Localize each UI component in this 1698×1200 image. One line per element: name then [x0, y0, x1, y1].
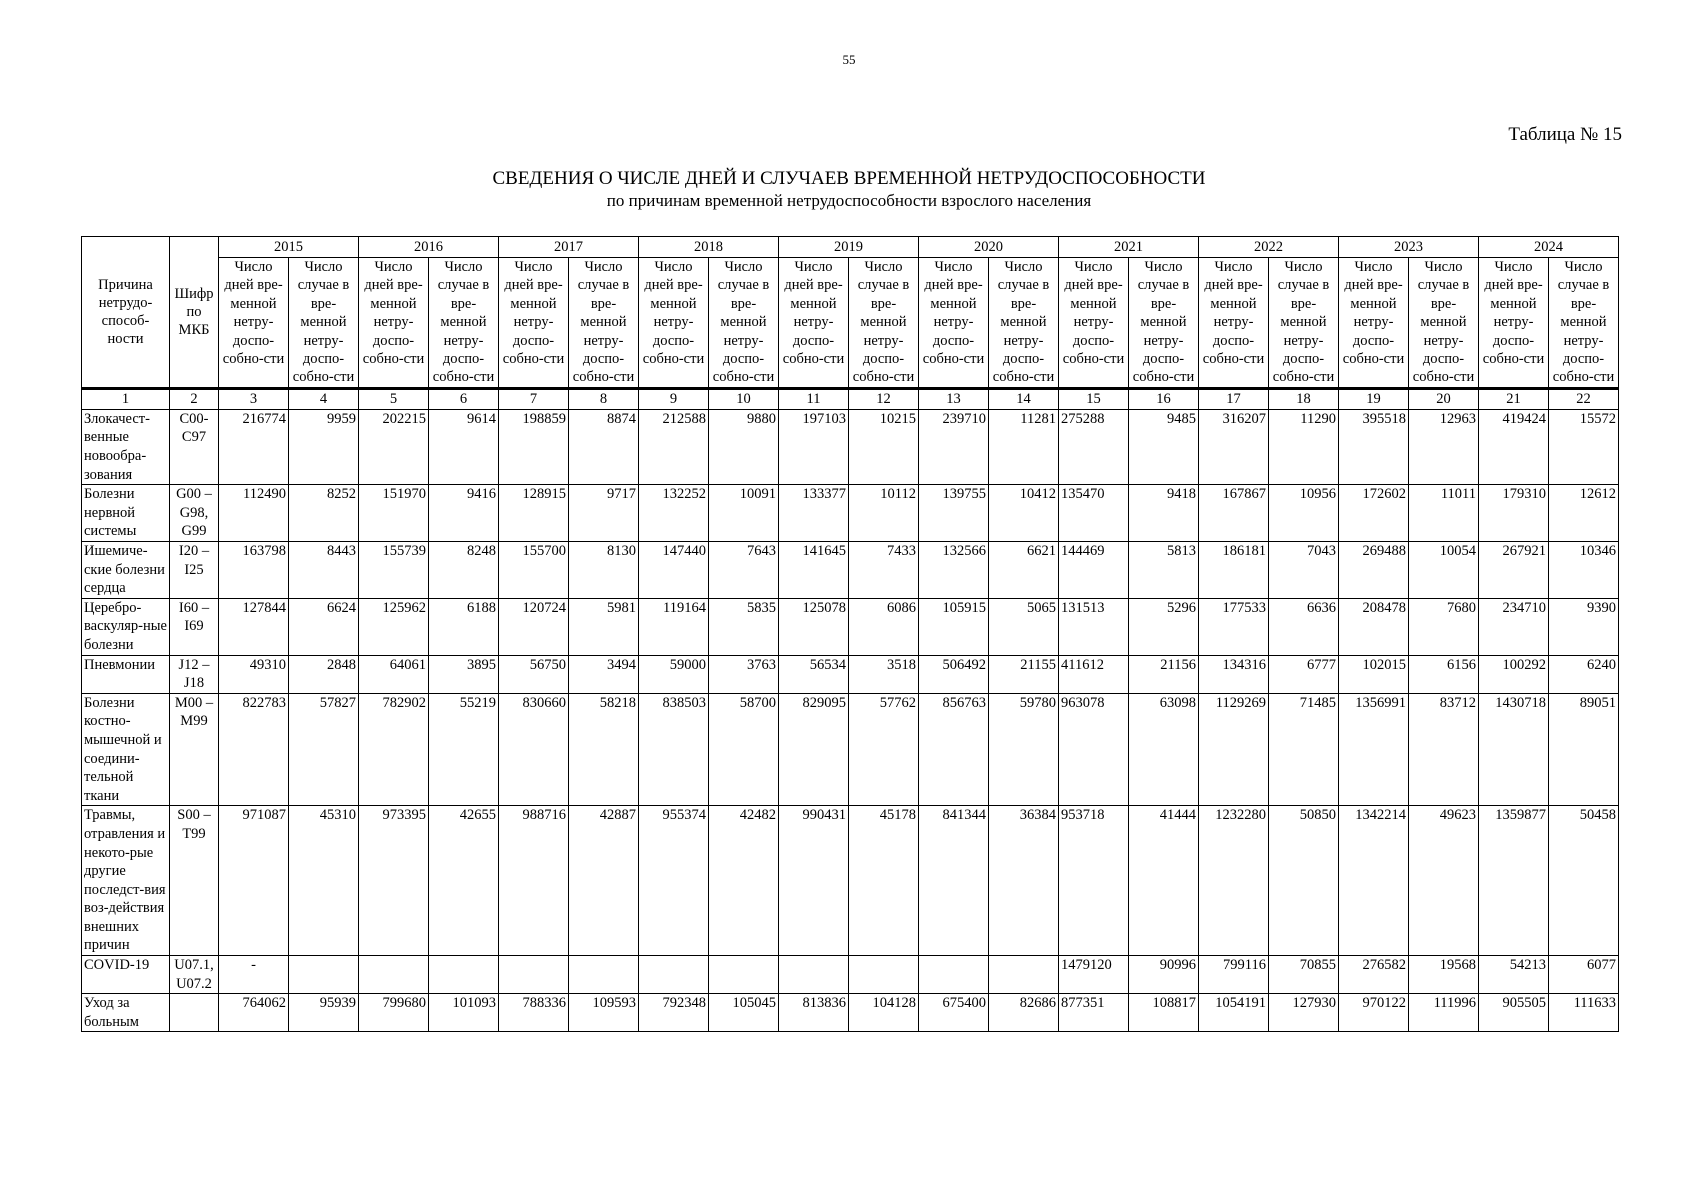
- days-value-cell: 1359877: [1479, 806, 1549, 956]
- header-days: Число дней вре-менной нетру-доспо-собно-сти: [499, 258, 569, 389]
- cases-value-cell: 8874: [569, 409, 639, 484]
- days-value-cell: 167867: [1199, 485, 1269, 542]
- cases-value-cell: 6077: [1549, 956, 1619, 994]
- cases-value-cell: 55219: [429, 693, 499, 806]
- cases-value-cell: [569, 956, 639, 994]
- cases-value-cell: 15572: [1549, 409, 1619, 484]
- header-days: Число дней вре-менной нетру-доспо-собно-сти: [779, 258, 849, 389]
- header-days: Число дней вре-менной нетру-доспо-собно-сти: [1199, 258, 1269, 389]
- header-days: Число дней вре-менной нетру-доспо-собно-сти: [1339, 258, 1409, 389]
- days-value-cell: 155700: [499, 542, 569, 599]
- icd-code-cell: I20 – I25: [170, 542, 219, 599]
- cases-value-cell: 45310: [289, 806, 359, 956]
- days-value-cell: 971087: [219, 806, 289, 956]
- days-value-cell: 970122: [1339, 994, 1409, 1032]
- cases-value-cell: 6240: [1549, 655, 1619, 693]
- cases-value-cell: 3763: [709, 655, 779, 693]
- days-value-cell: 133377: [779, 485, 849, 542]
- cases-value-cell: 63098: [1129, 693, 1199, 806]
- days-value-cell: 120724: [499, 598, 569, 655]
- cases-value-cell: 10956: [1269, 485, 1339, 542]
- cases-value-cell: 21156: [1129, 655, 1199, 693]
- cases-value-cell: 42482: [709, 806, 779, 956]
- header-year: 2019: [779, 237, 919, 258]
- cases-value-cell: 42887: [569, 806, 639, 956]
- cases-value-cell: 36384: [989, 806, 1059, 956]
- cases-value-cell: 50458: [1549, 806, 1619, 956]
- cases-value-cell: 3518: [849, 655, 919, 693]
- cases-value-cell: 10412: [989, 485, 1059, 542]
- column-number: 1: [82, 388, 170, 409]
- cases-value-cell: 8443: [289, 542, 359, 599]
- days-value-cell: 100292: [1479, 655, 1549, 693]
- column-number: 3: [219, 388, 289, 409]
- days-value-cell: 988716: [499, 806, 569, 956]
- cases-value-cell: 6777: [1269, 655, 1339, 693]
- days-value-cell: 1430718: [1479, 693, 1549, 806]
- days-value-cell: 411612: [1059, 655, 1129, 693]
- cases-value-cell: 71485: [1269, 693, 1339, 806]
- cases-value-cell: 6156: [1409, 655, 1479, 693]
- days-value-cell: 990431: [779, 806, 849, 956]
- column-number: 15: [1059, 388, 1129, 409]
- cases-value-cell: 95939: [289, 994, 359, 1032]
- days-value-cell: 105915: [919, 598, 989, 655]
- header-cases: Число случае в вре-менной нетру-доспо-собно-сти: [429, 258, 499, 389]
- days-value-cell: 131513: [1059, 598, 1129, 655]
- icd-code-cell: I60 – I69: [170, 598, 219, 655]
- cases-value-cell: 83712: [1409, 693, 1479, 806]
- header-cases: Число случае в вре-менной нетру-доспо-собно-сти: [1269, 258, 1339, 389]
- days-value-cell: [359, 956, 429, 994]
- cases-value-cell: 11290: [1269, 409, 1339, 484]
- column-number: 12: [849, 388, 919, 409]
- days-value-cell: 799680: [359, 994, 429, 1032]
- days-value-cell: 782902: [359, 693, 429, 806]
- table-row: [82, 542, 1619, 599]
- cases-value-cell: [989, 956, 1059, 994]
- days-value-cell: 275288: [1059, 409, 1129, 484]
- header-cases: Число случае в вре-менной нетру-доспо-собно-сти: [709, 258, 779, 389]
- days-value-cell: 56750: [499, 655, 569, 693]
- days-value-cell: 267921: [1479, 542, 1549, 599]
- days-value-cell: 841344: [919, 806, 989, 956]
- cases-value-cell: 7643: [709, 542, 779, 599]
- table-number: Таблица № 15: [1508, 124, 1622, 145]
- days-value-cell: 506492: [919, 655, 989, 693]
- days-value-cell: 877351: [1059, 994, 1129, 1032]
- icd-code-cell: G00 – G98, G99: [170, 485, 219, 542]
- cases-value-cell: 90996: [1129, 956, 1199, 994]
- days-value-cell: 856763: [919, 693, 989, 806]
- cases-value-cell: 58700: [709, 693, 779, 806]
- days-value-cell: 269488: [1339, 542, 1409, 599]
- cases-value-cell: 10215: [849, 409, 919, 484]
- days-value-cell: 134316: [1199, 655, 1269, 693]
- column-number: 16: [1129, 388, 1199, 409]
- days-value-cell: 799116: [1199, 956, 1269, 994]
- days-value-cell: 675400: [919, 994, 989, 1032]
- days-value-cell: 316207: [1199, 409, 1269, 484]
- days-value-cell: 239710: [919, 409, 989, 484]
- cases-value-cell: 9717: [569, 485, 639, 542]
- cases-value-cell: 8248: [429, 542, 499, 599]
- header-cases: Число случае в вре-менной нетру-доспо-собно-сти: [289, 258, 359, 389]
- cases-value-cell: 42655: [429, 806, 499, 956]
- cause-cell: Болезни костно-мышечной и соедини-тельной ткани: [82, 693, 170, 806]
- cases-value-cell: 6621: [989, 542, 1059, 599]
- cases-value-cell: 10091: [709, 485, 779, 542]
- cases-value-cell: 3494: [569, 655, 639, 693]
- header-days: Число дней вре-менной нетру-доспо-собно-сти: [1059, 258, 1129, 389]
- cases-value-cell: 10054: [1409, 542, 1479, 599]
- cases-value-cell: 59780: [989, 693, 1059, 806]
- cases-value-cell: 58218: [569, 693, 639, 806]
- icd-code-cell: S00 – T99: [170, 806, 219, 956]
- column-number: 7: [499, 388, 569, 409]
- cases-value-cell: 49623: [1409, 806, 1479, 956]
- days-value-cell: 102015: [1339, 655, 1409, 693]
- table-row: [82, 693, 1619, 806]
- header-year: 2016: [359, 237, 499, 258]
- days-value-cell: 197103: [779, 409, 849, 484]
- header-year: 2018: [639, 237, 779, 258]
- cases-value-cell: [429, 956, 499, 994]
- column-number: 9: [639, 388, 709, 409]
- cases-value-cell: 9880: [709, 409, 779, 484]
- icd-code-cell: J12 – J18: [170, 655, 219, 693]
- header-cause: Причина нетрудо-способ-ности: [82, 237, 170, 389]
- cases-value-cell: 9614: [429, 409, 499, 484]
- column-number: 5: [359, 388, 429, 409]
- table-row: [82, 598, 1619, 655]
- days-value-cell: 212588: [639, 409, 709, 484]
- icd-code-cell: U07.1, U07.2: [170, 956, 219, 994]
- cases-value-cell: 50850: [1269, 806, 1339, 956]
- header-year: 2015: [219, 237, 359, 258]
- cases-value-cell: 9418: [1129, 485, 1199, 542]
- days-value-cell: 186181: [1199, 542, 1269, 599]
- cases-value-cell: [709, 956, 779, 994]
- cause-cell: Злокачест-венные новообра-зования: [82, 409, 170, 484]
- cases-value-cell: [849, 956, 919, 994]
- days-value-cell: 132252: [639, 485, 709, 542]
- cases-value-cell: 9485: [1129, 409, 1199, 484]
- days-value-cell: 963078: [1059, 693, 1129, 806]
- year-header-row: [82, 237, 1619, 258]
- cause-cell: Церебро-васкуляр-ные болезни: [82, 598, 170, 655]
- page-number: 55: [842, 52, 856, 67]
- days-value-cell: 208478: [1339, 598, 1409, 655]
- days-value-cell: [779, 956, 849, 994]
- cases-value-cell: 11281: [989, 409, 1059, 484]
- days-value-cell: 54213: [1479, 956, 1549, 994]
- days-value-cell: 125962: [359, 598, 429, 655]
- table-row: [82, 655, 1619, 693]
- cases-value-cell: 5296: [1129, 598, 1199, 655]
- table-row: [82, 994, 1619, 1032]
- days-value-cell: 139755: [919, 485, 989, 542]
- cases-value-cell: 111996: [1409, 994, 1479, 1032]
- days-value-cell: 822783: [219, 693, 289, 806]
- cases-value-cell: 6636: [1269, 598, 1339, 655]
- column-number: 4: [289, 388, 359, 409]
- cases-value-cell: 5981: [569, 598, 639, 655]
- header-cases: Число случае в вре-менной нетру-доспо-собно-сти: [989, 258, 1059, 389]
- cases-value-cell: 57762: [849, 693, 919, 806]
- column-number: 2: [170, 388, 219, 409]
- table-row: [82, 485, 1619, 542]
- days-value-cell: 792348: [639, 994, 709, 1032]
- days-value-cell: 234710: [1479, 598, 1549, 655]
- days-value-cell: 112490: [219, 485, 289, 542]
- cases-value-cell: 105045: [709, 994, 779, 1032]
- cases-value-cell: 5835: [709, 598, 779, 655]
- days-value-cell: 1479120: [1059, 956, 1129, 994]
- icd-code-cell: C00-C97: [170, 409, 219, 484]
- days-value-cell: 829095: [779, 693, 849, 806]
- header-days: Число дней вре-менной нетру-доспо-собно-сти: [219, 258, 289, 389]
- cases-value-cell: 7680: [1409, 598, 1479, 655]
- days-value-cell: 64061: [359, 655, 429, 693]
- header-year: 2020: [919, 237, 1059, 258]
- days-value-cell: 813836: [779, 994, 849, 1032]
- icd-code-cell: [170, 994, 219, 1032]
- cases-value-cell: [289, 956, 359, 994]
- days-value-cell: 163798: [219, 542, 289, 599]
- days-value-cell: 1054191: [1199, 994, 1269, 1032]
- table-subtitle: по причинам временной нетрудоспособности взрослого населения: [606, 191, 1092, 210]
- days-value-cell: 764062: [219, 994, 289, 1032]
- days-value-cell: 127844: [219, 598, 289, 655]
- cases-value-cell: 19568: [1409, 956, 1479, 994]
- cases-value-cell: 21155: [989, 655, 1059, 693]
- days-value-cell: 395518: [1339, 409, 1409, 484]
- days-value-cell: 49310: [219, 655, 289, 693]
- icd-code-cell: M00 – M99: [170, 693, 219, 806]
- cause-cell: Болезни нервной системы: [82, 485, 170, 542]
- days-value-cell: 147440: [639, 542, 709, 599]
- cases-value-cell: 9390: [1549, 598, 1619, 655]
- days-value-cell: 151970: [359, 485, 429, 542]
- days-value-cell: 216774: [219, 409, 289, 484]
- days-value-cell: 177533: [1199, 598, 1269, 655]
- cases-value-cell: 89051: [1549, 693, 1619, 806]
- days-value-cell: 141645: [779, 542, 849, 599]
- days-value-cell: 955374: [639, 806, 709, 956]
- cases-value-cell: 45178: [849, 806, 919, 956]
- column-number: 14: [989, 388, 1059, 409]
- table-title: СВЕДЕНИЯ О ЧИСЛЕ ДНЕЙ И СЛУЧАЕВ ВРЕМЕННОЙ НЕТРУДОСПОСОБНОСТИ: [492, 168, 1206, 189]
- header-days: Число дней вре-менной нетру-доспо-собно-сти: [919, 258, 989, 389]
- days-value-cell: 144469: [1059, 542, 1129, 599]
- column-number: 13: [919, 388, 989, 409]
- sub-header-row: [82, 258, 1619, 389]
- days-value-cell: [639, 956, 709, 994]
- column-number: 22: [1549, 388, 1619, 409]
- header-cases: Число случае в вре-менной нетру-доспо-собно-сти: [1549, 258, 1619, 389]
- cases-value-cell: 11011: [1409, 485, 1479, 542]
- cases-value-cell: 109593: [569, 994, 639, 1032]
- header-cases: Число случае в вре-менной нетру-доспо-собно-сти: [849, 258, 919, 389]
- days-value-cell: 155739: [359, 542, 429, 599]
- header-days: Число дней вре-менной нетру-доспо-собно-сти: [359, 258, 429, 389]
- column-number: 6: [429, 388, 499, 409]
- column-number: 21: [1479, 388, 1549, 409]
- cause-cell: Травмы, отравления и некото-рые другие последст-вия воз-действия внешних причин: [82, 806, 170, 956]
- column-number: 8: [569, 388, 639, 409]
- header-year: 2021: [1059, 237, 1199, 258]
- days-value-cell: 830660: [499, 693, 569, 806]
- column-number: 10: [709, 388, 779, 409]
- cause-cell: Уход за больным: [82, 994, 170, 1032]
- cases-value-cell: 9959: [289, 409, 359, 484]
- cases-value-cell: 127930: [1269, 994, 1339, 1032]
- cases-value-cell: 6086: [849, 598, 919, 655]
- days-value-cell: [919, 956, 989, 994]
- cause-cell: Ишемиче-ские болезни сердца: [82, 542, 170, 599]
- header-year: 2023: [1339, 237, 1479, 258]
- header-year: 2017: [499, 237, 639, 258]
- cases-value-cell: 7043: [1269, 542, 1339, 599]
- days-value-cell: 202215: [359, 409, 429, 484]
- column-number-row: [82, 388, 1619, 409]
- days-value-cell: -: [219, 956, 289, 994]
- cases-value-cell: 41444: [1129, 806, 1199, 956]
- cause-cell: COVID-19: [82, 956, 170, 994]
- header-code: Шифр по МКБ: [170, 237, 219, 389]
- days-value-cell: 172602: [1339, 485, 1409, 542]
- cases-value-cell: 57827: [289, 693, 359, 806]
- days-value-cell: 1342214: [1339, 806, 1409, 956]
- column-number: 20: [1409, 388, 1479, 409]
- days-value-cell: 179310: [1479, 485, 1549, 542]
- cases-value-cell: 3895: [429, 655, 499, 693]
- days-value-cell: 788336: [499, 994, 569, 1032]
- header-cases: Число случае в вре-менной нетру-доспо-собно-сти: [569, 258, 639, 389]
- table-body: [82, 409, 1619, 1032]
- cases-value-cell: 111633: [1549, 994, 1619, 1032]
- header-days: Число дней вре-менной нетру-доспо-собно-сти: [1479, 258, 1549, 389]
- cases-value-cell: 12612: [1549, 485, 1619, 542]
- cases-value-cell: 10112: [849, 485, 919, 542]
- cases-value-cell: 108817: [1129, 994, 1199, 1032]
- table-row: [82, 956, 1619, 994]
- days-value-cell: 132566: [919, 542, 989, 599]
- days-value-cell: 973395: [359, 806, 429, 956]
- cases-value-cell: 7433: [849, 542, 919, 599]
- column-number: 19: [1339, 388, 1409, 409]
- days-value-cell: 1232280: [1199, 806, 1269, 956]
- cases-value-cell: 82686: [989, 994, 1059, 1032]
- days-value-cell: 198859: [499, 409, 569, 484]
- header-year: 2022: [1199, 237, 1339, 258]
- cases-value-cell: 2848: [289, 655, 359, 693]
- days-value-cell: 276582: [1339, 956, 1409, 994]
- cases-value-cell: 5065: [989, 598, 1059, 655]
- days-value-cell: 135470: [1059, 485, 1129, 542]
- cases-value-cell: 104128: [849, 994, 919, 1032]
- days-value-cell: 56534: [779, 655, 849, 693]
- column-number: 17: [1199, 388, 1269, 409]
- table-row: [82, 409, 1619, 484]
- cases-value-cell: 10346: [1549, 542, 1619, 599]
- cases-value-cell: 6624: [289, 598, 359, 655]
- days-value-cell: 119164: [639, 598, 709, 655]
- days-value-cell: 953718: [1059, 806, 1129, 956]
- days-value-cell: 1356991: [1339, 693, 1409, 806]
- cases-value-cell: 8130: [569, 542, 639, 599]
- data-table: [81, 236, 1619, 1032]
- cases-value-cell: 5813: [1129, 542, 1199, 599]
- header-cases: Число случае в вре-менной нетру-доспо-собно-сти: [1409, 258, 1479, 389]
- days-value-cell: 1129269: [1199, 693, 1269, 806]
- cases-value-cell: 6188: [429, 598, 499, 655]
- table-row: [82, 806, 1619, 956]
- days-value-cell: 419424: [1479, 409, 1549, 484]
- cases-value-cell: 70855: [1269, 956, 1339, 994]
- header-days: Число дней вре-менной нетру-доспо-собно-сти: [639, 258, 709, 389]
- days-value-cell: [499, 956, 569, 994]
- days-value-cell: 905505: [1479, 994, 1549, 1032]
- days-value-cell: 125078: [779, 598, 849, 655]
- days-value-cell: 59000: [639, 655, 709, 693]
- days-value-cell: 128915: [499, 485, 569, 542]
- column-number: 11: [779, 388, 849, 409]
- cases-value-cell: 8252: [289, 485, 359, 542]
- cases-value-cell: 101093: [429, 994, 499, 1032]
- header-year: 2024: [1479, 237, 1619, 258]
- cases-value-cell: 12963: [1409, 409, 1479, 484]
- cases-value-cell: 9416: [429, 485, 499, 542]
- header-cases: Число случае в вре-менной нетру-доспо-собно-сти: [1129, 258, 1199, 389]
- days-value-cell: 838503: [639, 693, 709, 806]
- cause-cell: Пневмонии: [82, 655, 170, 693]
- column-number: 18: [1269, 388, 1339, 409]
